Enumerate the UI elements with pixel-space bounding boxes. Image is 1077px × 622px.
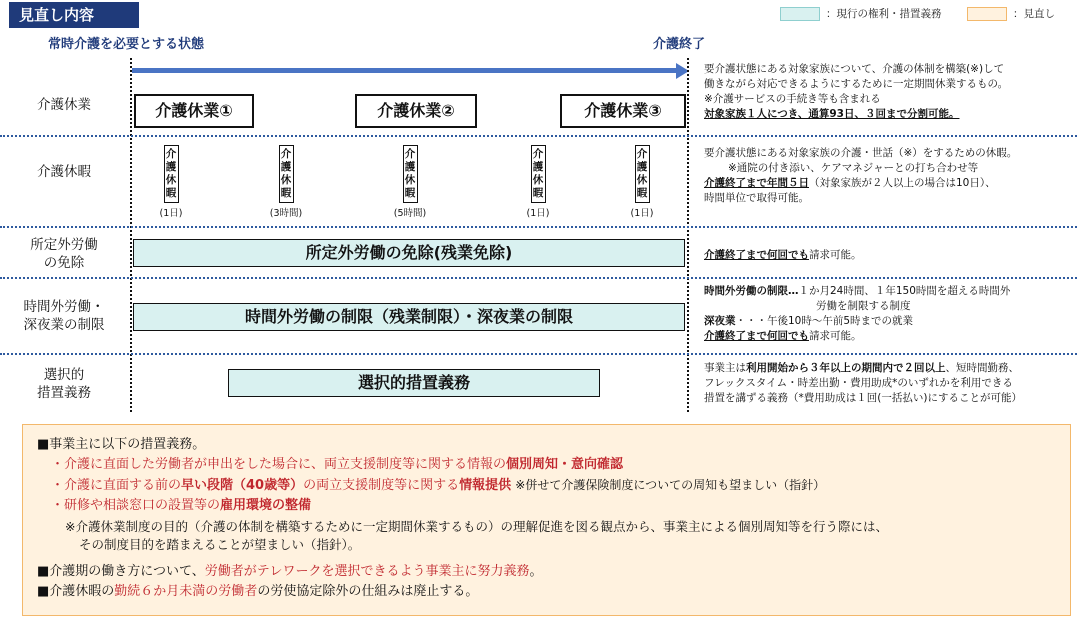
kyuka-desc-emphasis: 介護終了まで年間５日 <box>704 177 809 189</box>
summary-line <box>37 475 1070 496</box>
summary-text: の両立支援制度等に関する <box>303 478 460 493</box>
timeline-arrow <box>132 68 678 73</box>
kyugyo-desc-line: 働きながら対応できるようにするために一定期間休業するもの。 <box>704 78 1009 90</box>
kyuka-box: 介護休暇 <box>531 145 546 203</box>
legend-current-label: ：現行の権利・措置義務 <box>826 8 942 20</box>
kyugyo-desc-line: ※介護サービスの手続き等も含まれる <box>704 93 881 105</box>
kyuka-item-3 <box>392 145 428 219</box>
summary-line <box>37 496 1070 516</box>
kyuka-desc-line: 時間単位で取得可能。 <box>704 192 809 204</box>
legend-current <box>780 6 942 21</box>
kyuka-box: 介護休暇 <box>635 145 650 203</box>
legend-revision-swatch <box>967 7 1007 21</box>
jikangai-desc-emphasis: 時間外労働の制限… <box>704 285 799 297</box>
legend-current-swatch <box>780 7 820 21</box>
kyuka-description <box>704 146 1077 206</box>
summary-text: 。 <box>529 564 543 579</box>
kyuka-desc-line: ※通院の付き添い、ケアマネジャーとの打ち合わせ等 <box>728 162 979 174</box>
row-separator <box>0 277 1077 279</box>
summary-heading: ■事業主に以下の措置義務。 <box>37 437 206 452</box>
jikangai-desc-line <box>704 284 1077 299</box>
row-label-line: 所定外労働 <box>30 237 98 253</box>
summary-box <box>22 424 1071 616</box>
summary-heading: ■介護休暇の <box>37 584 115 599</box>
jikangai-desc-rest: １か月24時間、１年150時間を超える時間外 <box>798 285 1011 297</box>
kyuka-duration: (5時間) <box>393 208 427 219</box>
kyugyo-box-1: 介護休業① <box>134 94 254 128</box>
summary-emphasis: 雇用環境の整備 <box>220 498 312 513</box>
kyuka-item-5 <box>624 145 660 219</box>
summary-text: ・介護に直面した労働者が申出をした場合に、両立支援制度等に関する情報の <box>51 457 507 472</box>
jikangai-bar: 時間外労働の制限（残業制限）・深夜業の制限 <box>133 303 685 331</box>
summary-text: の労使協定除外の仕組みは廃止する。 <box>257 584 479 599</box>
jikangai-desc-emphasis: 介護終了まで何回でも <box>704 330 809 342</box>
summary-line <box>37 455 1070 475</box>
row-label-kyuka: 介護休暇 <box>37 164 91 180</box>
sentaku-desc-rest: 事業主は <box>704 362 746 374</box>
kyuka-box: 介護休暇 <box>403 145 418 203</box>
legend-revision <box>967 6 1055 21</box>
jikangai-desc-rest: ・・・午後10時～午前5時までの就業 <box>735 315 914 327</box>
summary-emphasis: 情報提供 <box>459 478 512 493</box>
row-separator <box>0 135 1077 137</box>
kyugyo-desc-line: 要介護状態にある対象家族について、介護の体制を構築(※)して <box>704 63 1005 75</box>
sentaku-desc-line <box>704 361 1077 376</box>
summary-note: ※併せて介護保険制度についての周知も望ましい（指針） <box>515 478 826 492</box>
summary-emphasis: 早い段階（40歳等） <box>181 478 304 493</box>
kyugyo-box-3: 介護休業③ <box>560 94 686 128</box>
jikangai-description <box>704 284 1077 344</box>
sentaku-description <box>704 361 1077 406</box>
sentaku-desc-line: フレックスタイム・時差出勤・費用助成*のいずれかを利用できる <box>704 377 1013 389</box>
summary-line <box>37 435 1070 455</box>
summary-note: ※介護休業制度の目的（介護の体制を構築するために一定期間休業するもの）の理解促進を図る観点から、事業主による個別周知等を行う際には、 <box>65 519 888 534</box>
row-separator <box>0 226 1077 228</box>
kyugyo-box-2: 介護休業② <box>355 94 477 128</box>
kyuka-duration: (1日) <box>630 208 654 219</box>
sentaku-desc-rest: 、短時間勤務、 <box>945 362 1019 374</box>
summary-line <box>37 582 1070 602</box>
shoteigai-bar: 所定外労働の免除(残業免除) <box>133 239 685 267</box>
summary-text: ・介護に直面する前の <box>51 478 182 493</box>
kyuka-duration: (1日) <box>159 208 183 219</box>
sentaku-desc-line: 措置を講ずる義務（*費用助成は１回(一括払い)にすることが可能） <box>704 392 1022 404</box>
end-divider <box>687 58 689 412</box>
summary-emphasis: 個別周知・意向確認 <box>506 457 624 472</box>
legend-revision-label: ：見直し <box>1013 8 1055 20</box>
row-separator <box>0 353 1077 355</box>
row-label-line: 時間外労働・ <box>23 299 105 315</box>
timeline-end-label: 介護終了 <box>653 37 706 52</box>
jikangai-desc-line <box>704 314 1077 329</box>
kyugyo-description <box>704 62 1077 122</box>
row-label-line: 深夜業の制限 <box>23 317 105 333</box>
sentaku-desc-emphasis: 利用開始から３年以上の期間内で２回以上 <box>746 362 946 374</box>
summary-text: ・研修や相談窓口の設置等の <box>51 498 221 513</box>
timeline-start-label: 常時介護を必要とする状態 <box>48 37 205 52</box>
shoteigai-description <box>704 248 1077 263</box>
jikangai-desc-rest: 請求可能。 <box>809 330 862 342</box>
kyuka-desc-rest: （対象家族が２人以上の場合は10日）、 <box>809 177 996 189</box>
summary-emphasis: 労働者がテレワークを選択できるよう事業主に努力義務 <box>204 564 530 579</box>
summary-heading: ■介護期の働き方について、 <box>37 564 205 579</box>
row-label-kyugyo: 介護休業 <box>37 97 91 113</box>
kyuka-duration: (3時間) <box>269 208 303 219</box>
kyuka-item-1 <box>153 145 189 219</box>
row-label-line: の免除 <box>43 255 85 271</box>
row-label-line: 措置義務 <box>37 385 91 401</box>
summary-line <box>37 562 1070 582</box>
jikangai-desc-line: 労働を制限する制度 <box>816 300 911 312</box>
kyuka-desc-line: 要介護状態にある対象家族の介護・世話（※）をするための休暇。 <box>704 147 1018 159</box>
summary-note: その制度目的を踏まえることが望ましい（指針）。 <box>79 537 361 552</box>
jikangai-desc-emphasis: 深夜業 <box>704 315 736 327</box>
kyuka-desc-line <box>704 176 1077 191</box>
kyuka-item-4 <box>520 145 556 219</box>
kyuka-box: 介護休暇 <box>279 145 294 203</box>
row-label-sentaku <box>0 366 128 402</box>
kyugyo-desc-emphasis: 対象家族１人につき、通算93日、３回まで分割可能。 <box>704 108 960 120</box>
sentaku-bar: 選択的措置義務 <box>228 369 600 397</box>
start-divider <box>130 58 132 412</box>
shoteigai-desc-rest: 請求可能。 <box>809 249 862 261</box>
kyuka-box: 介護休暇 <box>164 145 179 203</box>
row-label-jikangai <box>0 298 128 334</box>
summary-emphasis: 勤続６か月未満の労働者 <box>114 584 258 599</box>
kyuka-duration: (1日) <box>526 208 550 219</box>
kyuka-item-2 <box>268 145 304 219</box>
row-label-shoteigai <box>0 236 128 272</box>
row-label-line: 選択的 <box>43 367 85 383</box>
shoteigai-desc-emphasis: 介護終了まで何回でも <box>704 249 809 261</box>
jikangai-desc-line <box>704 329 1077 344</box>
section-tag: 見直し内容 <box>9 2 139 28</box>
